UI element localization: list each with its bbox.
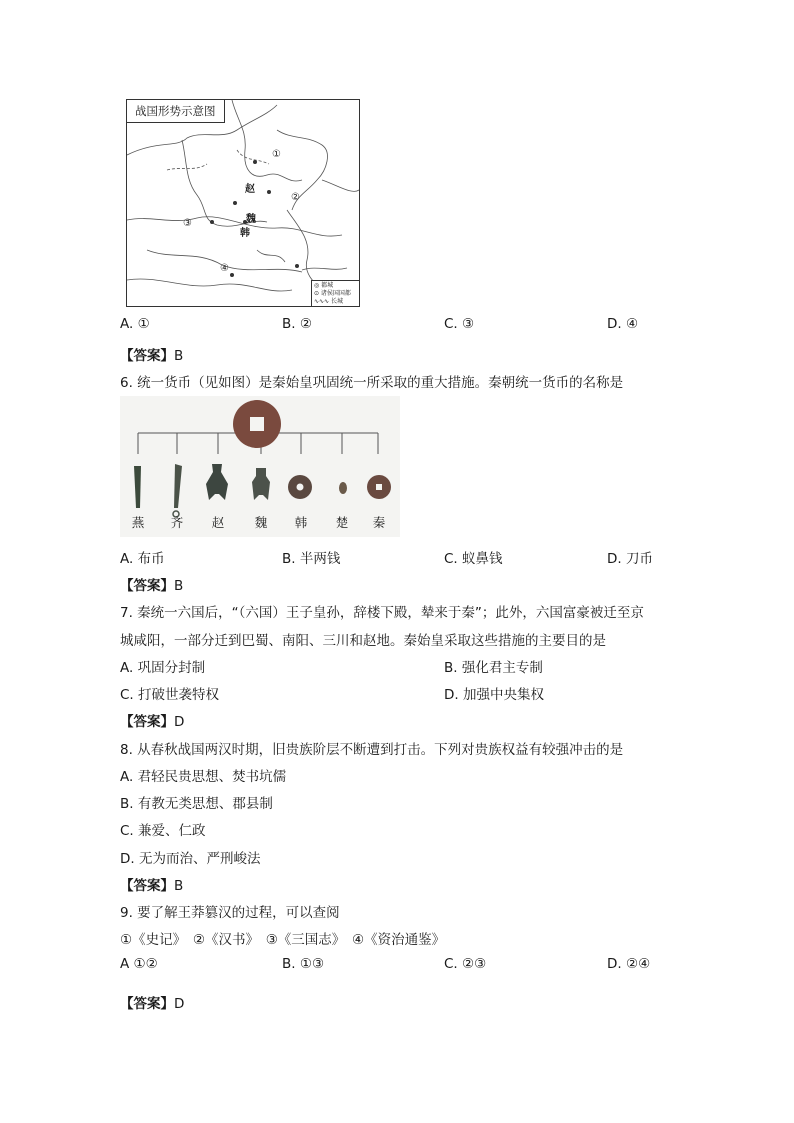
q8-stem: 8. 从春秋战国两汉时期，旧贵族阶层不断遭到打击。下列对贵族权益有较强冲击的是 xyxy=(120,742,624,758)
q9-option-a: A ①② xyxy=(120,956,158,972)
q6-option-d: D. 刀币 xyxy=(607,551,653,567)
answer-value: B xyxy=(174,878,184,894)
answer-value: B xyxy=(174,578,184,594)
legend-item: ⊙ 诸侯国国都 xyxy=(314,290,351,297)
q8-option-a: A. 君轻民贵思想、焚书坑儒 xyxy=(120,769,287,785)
q8-option-c: C. 兼爱、仁政 xyxy=(120,823,206,839)
answer-tag: 【答案】 xyxy=(120,348,174,364)
coin-label-yan: 燕 xyxy=(131,515,145,530)
map-label-han: 韩 xyxy=(240,228,250,239)
q6-answer xyxy=(120,574,183,594)
map-drawing xyxy=(127,100,359,306)
q9-items: ①《史记》 ②《汉书》 ③《三国志》 ④《资治通鉴》 xyxy=(120,932,446,948)
q8-option-b: B. 有教无类思想、郡县制 xyxy=(120,796,273,812)
q7-answer xyxy=(120,710,184,730)
q6-stem: 6. 统一货币（见如图）是秦始皇巩固统一所采取的重大措施。秦朝统一货币的名称是 xyxy=(120,375,624,391)
q5-option-a: A. ① xyxy=(120,316,150,332)
q8-option-d: D. 无为而治、严刑峻法 xyxy=(120,851,261,867)
map-label-zhao: 赵 xyxy=(245,184,255,195)
coin-label-han: 韩 xyxy=(294,515,308,530)
q9-option-c: C. ②③ xyxy=(444,956,487,972)
q9-option-d: D. ②④ xyxy=(607,956,651,972)
coin-label-chu: 楚 xyxy=(335,515,349,530)
answer-tag: 【答案】 xyxy=(120,878,174,894)
q7-option-b: B. 强化君主专制 xyxy=(444,660,543,676)
q5-option-b: B. ② xyxy=(282,316,312,332)
q6-option-c: C. 蚁鼻钱 xyxy=(444,551,503,567)
map-marker-2: ② xyxy=(291,192,300,203)
q7-stem-line1: 7. 秦统一六国后，“（六国）王子皇孙，辞楼下殿，辇来于秦”；此外，六国富豪被迁至京 xyxy=(120,605,644,621)
map-marker-4: ④ xyxy=(220,263,229,274)
answer-tag: 【答案】 xyxy=(120,578,174,594)
q7-option-c: C. 打破世袭特权 xyxy=(120,687,220,703)
map-legend xyxy=(311,280,359,306)
coin-label-zhao: 赵 xyxy=(211,515,225,530)
q9-answer xyxy=(120,992,184,1012)
q9-option-b: B. ①③ xyxy=(282,956,325,972)
legend-item: ∿∿∿ 长城 xyxy=(314,298,343,305)
answer-tag: 【答案】 xyxy=(120,996,174,1012)
q6-option-b: B. 半两钱 xyxy=(282,551,341,567)
q8-answer xyxy=(120,874,183,894)
legend-item: ◎ 都城 xyxy=(314,282,334,289)
answer-tag: 【答案】 xyxy=(120,714,174,730)
q9-stem: 9. 要了解王莽篡汉的过程，可以查阅 xyxy=(120,905,340,921)
coin-label-wei: 魏 xyxy=(254,515,268,530)
answer-value: D xyxy=(174,996,185,1012)
map-label-wei: 魏 xyxy=(246,214,256,225)
map-marker-1: ① xyxy=(272,149,281,160)
coin-label-qin: 秦 xyxy=(372,515,386,530)
warring-states-map xyxy=(126,99,360,307)
coin-label-qi: 齐 xyxy=(170,515,184,530)
q7-option-a: A. 巩固分封制 xyxy=(120,660,206,676)
coins-image xyxy=(120,396,400,537)
q7-option-d: D. 加强中央集权 xyxy=(444,687,544,703)
q5-option-d: D. ④ xyxy=(607,316,639,332)
q6-option-a: A. 布币 xyxy=(120,551,165,567)
map-marker-3: ③ xyxy=(183,218,192,229)
q7-stem-line2: 城咸阳，一部分迁到巴蜀、南阳、三川和赵地。秦始皇采取这些措施的主要目的是 xyxy=(120,633,606,649)
q5-answer xyxy=(120,344,183,364)
answer-value: B xyxy=(174,348,184,364)
q5-option-c: C. ③ xyxy=(444,316,475,332)
map-title: 战国形势示意图 xyxy=(127,100,225,123)
answer-value: D xyxy=(174,714,185,730)
